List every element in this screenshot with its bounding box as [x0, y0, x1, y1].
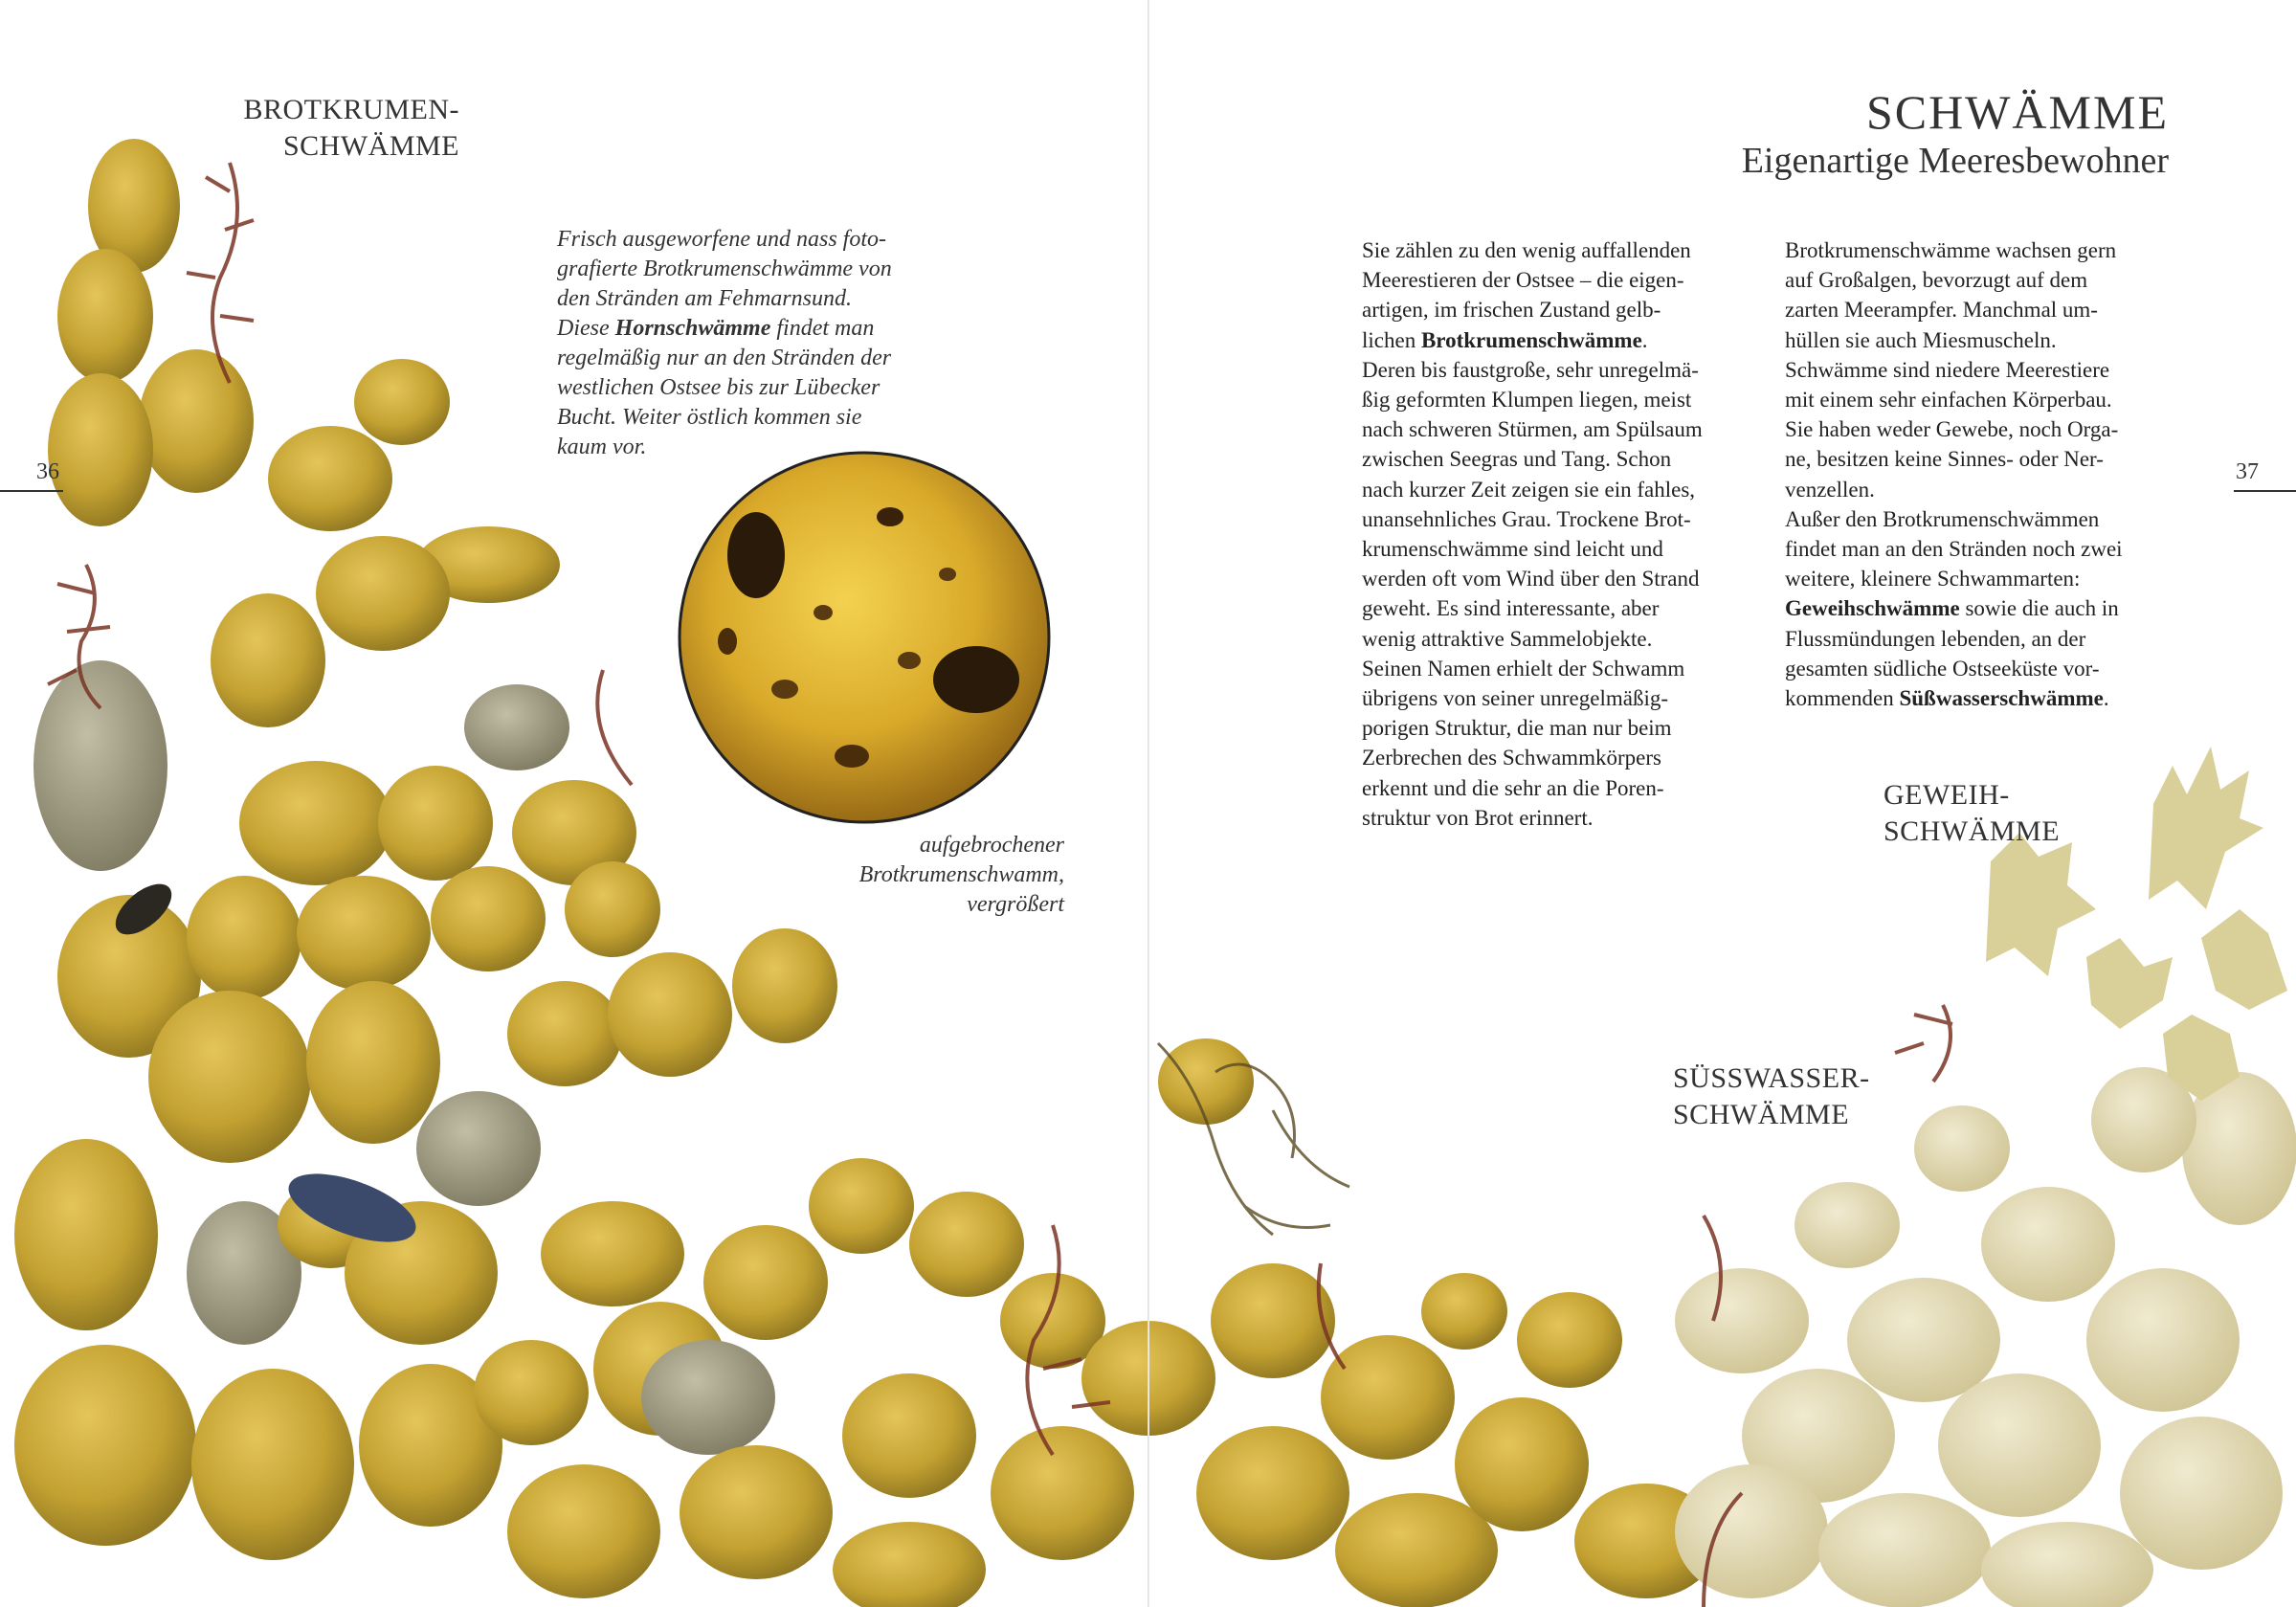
book-fold	[1148, 0, 1149, 1607]
text-line	[1362, 325, 1741, 355]
text-line: artigen, im frischen Zustand gelb-	[1362, 298, 1661, 323]
text-line: werden oft vom Wind über den Strand	[1362, 567, 1700, 591]
caption-bold-term: Hornschwämme	[614, 316, 771, 341]
page-rule-right	[2234, 490, 2296, 492]
text: .	[2103, 686, 2109, 711]
text-line: ne, besitzen keine Sinnes- oder Ner-	[1785, 447, 2104, 472]
caption-line: westlichen Ostsee bis zur Lübecker	[557, 375, 881, 400]
text-line: wenig attraktive Sammelobjekte.	[1362, 626, 1653, 651]
text-line: weitere, kleinere Schwammarten:	[1785, 567, 2081, 591]
label-line: SCHWÄMME	[1884, 815, 2061, 847]
photo-caption	[557, 225, 959, 462]
caption-line: Bucht. Weiter östlich kommen sie	[557, 405, 862, 430]
text-line: Außer den Brotkrumenschwämmen	[1785, 506, 2100, 531]
text-line: struktur von Brot erinnert.	[1362, 805, 1594, 830]
text-line: Meerestieren der Ostsee – die eigen-	[1362, 268, 1684, 293]
label-line: BROTKRUMEN-	[243, 94, 459, 125]
text-line: gesamten südliche Ostseeküste vor-	[1785, 656, 2100, 681]
caption-text: findet man	[770, 316, 875, 341]
text-line: Sie zählen zu den wenig auffallenden	[1362, 238, 1691, 262]
magnified-sponge-circle	[680, 453, 1049, 822]
text-line: Zerbrechen des Schwammkörpers	[1362, 746, 1661, 770]
caption-line: den Stränden am Fehmarnsund.	[557, 286, 852, 311]
label-line: SCHWÄMME	[282, 130, 459, 162]
text-line: Schwämme sind niedere Meerestiere	[1785, 357, 2110, 382]
label-line: SCHWÄMME	[1673, 1099, 1850, 1130]
text: sowie die auch in	[1959, 596, 2119, 621]
text-line: nach schweren Stürmen, am Spülsaum	[1362, 417, 1703, 442]
text-line: zarten Meerampfer. Manchmal um-	[1785, 298, 2098, 323]
caption-line: Frisch ausgeworfene und nass foto-	[557, 227, 886, 252]
bold-term: Süßwasserschwämme	[1899, 686, 2104, 711]
text-line: findet man an den Stränden noch zwei	[1785, 537, 2123, 562]
chapter-heading	[1742, 84, 2169, 182]
right-page-sponges	[1158, 1038, 1718, 1607]
text-line: mit einem sehr einfachen Körperbau.	[1785, 388, 2112, 413]
label-brotkrumen	[237, 92, 459, 165]
circle-caption	[777, 831, 1064, 920]
text-line: krumenschwämme sind leicht und	[1362, 537, 1663, 562]
caption-line: aufgebrochener	[919, 833, 1064, 858]
chapter-title: SCHWÄMME	[1865, 85, 2169, 139]
caption-line: regelmäßig nur an den Stränden der	[557, 346, 892, 370]
text-line: Brotkrumenschwämme wachsen gern	[1785, 238, 2117, 262]
text-line: Seinen Namen erhielt der Schwamm	[1362, 656, 1685, 681]
caption-line: grafierte Brotkrumenschwämme von	[557, 257, 892, 281]
text-line: nach kurzer Zeit zeigen sie ein fahles,	[1362, 477, 1696, 502]
text: .	[1641, 327, 1648, 352]
text-line	[1785, 683, 2164, 713]
chapter-subtitle: Eigenartige Meeresbewohner	[1741, 141, 2169, 181]
label-suesswasser	[1673, 1060, 1870, 1133]
text-line: auf Großalgen, bevorzugt auf dem	[1785, 268, 2088, 293]
text-line: unansehnliches Grau. Trockene Brot-	[1362, 506, 1691, 531]
caption-line	[557, 314, 959, 344]
text-line: erkennt und die sehr an die Poren-	[1362, 775, 1664, 800]
page-rule-left	[0, 490, 63, 492]
text-line: Sie haben weder Gewebe, noch Orga-	[1785, 417, 2119, 442]
text-line: Flussmündungen lebenden, an der	[1785, 626, 2086, 651]
bold-term: Geweihschwämme	[1785, 596, 1960, 621]
caption-line: Brotkrumenschwamm,	[858, 862, 1064, 887]
text-line: übrigens von seiner unregelmäßig-	[1362, 686, 1668, 711]
text: lichen	[1362, 327, 1421, 352]
text: kommenden	[1785, 686, 1900, 711]
text-line: porigen Struktur, die man nur beim	[1362, 716, 1672, 741]
text-line: venzellen.	[1785, 477, 1875, 502]
caption-line: vergrößert	[967, 892, 1064, 917]
page-number-right: 37	[2236, 459, 2259, 484]
bold-term: Brotkrumenschwämme	[1420, 327, 1642, 352]
label-geweih	[1884, 777, 2060, 850]
text-line: zwischen Seegras und Tang. Schon	[1362, 447, 1672, 472]
body-column-2	[1785, 235, 2164, 713]
text-line: hüllen sie auch Miesmuscheln.	[1785, 327, 2057, 352]
freshwater-sponges	[1675, 1067, 2296, 1607]
label-line: SÜSSWASSER-	[1673, 1062, 1870, 1094]
text-line: ßig geformten Klumpen liegen, meist	[1362, 388, 1692, 413]
label-line: GEWEIH-	[1884, 779, 2010, 811]
text-line: geweht. Es sind interessante, aber	[1362, 596, 1660, 621]
caption-text: Diese	[557, 316, 615, 341]
body-column-1	[1362, 235, 1741, 833]
caption-line: kaum vor.	[557, 435, 647, 459]
text-line: Deren bis faustgroße, sehr unregelmä-	[1362, 357, 1699, 382]
text-line	[1785, 593, 2164, 623]
page-number-left: 36	[36, 459, 59, 484]
